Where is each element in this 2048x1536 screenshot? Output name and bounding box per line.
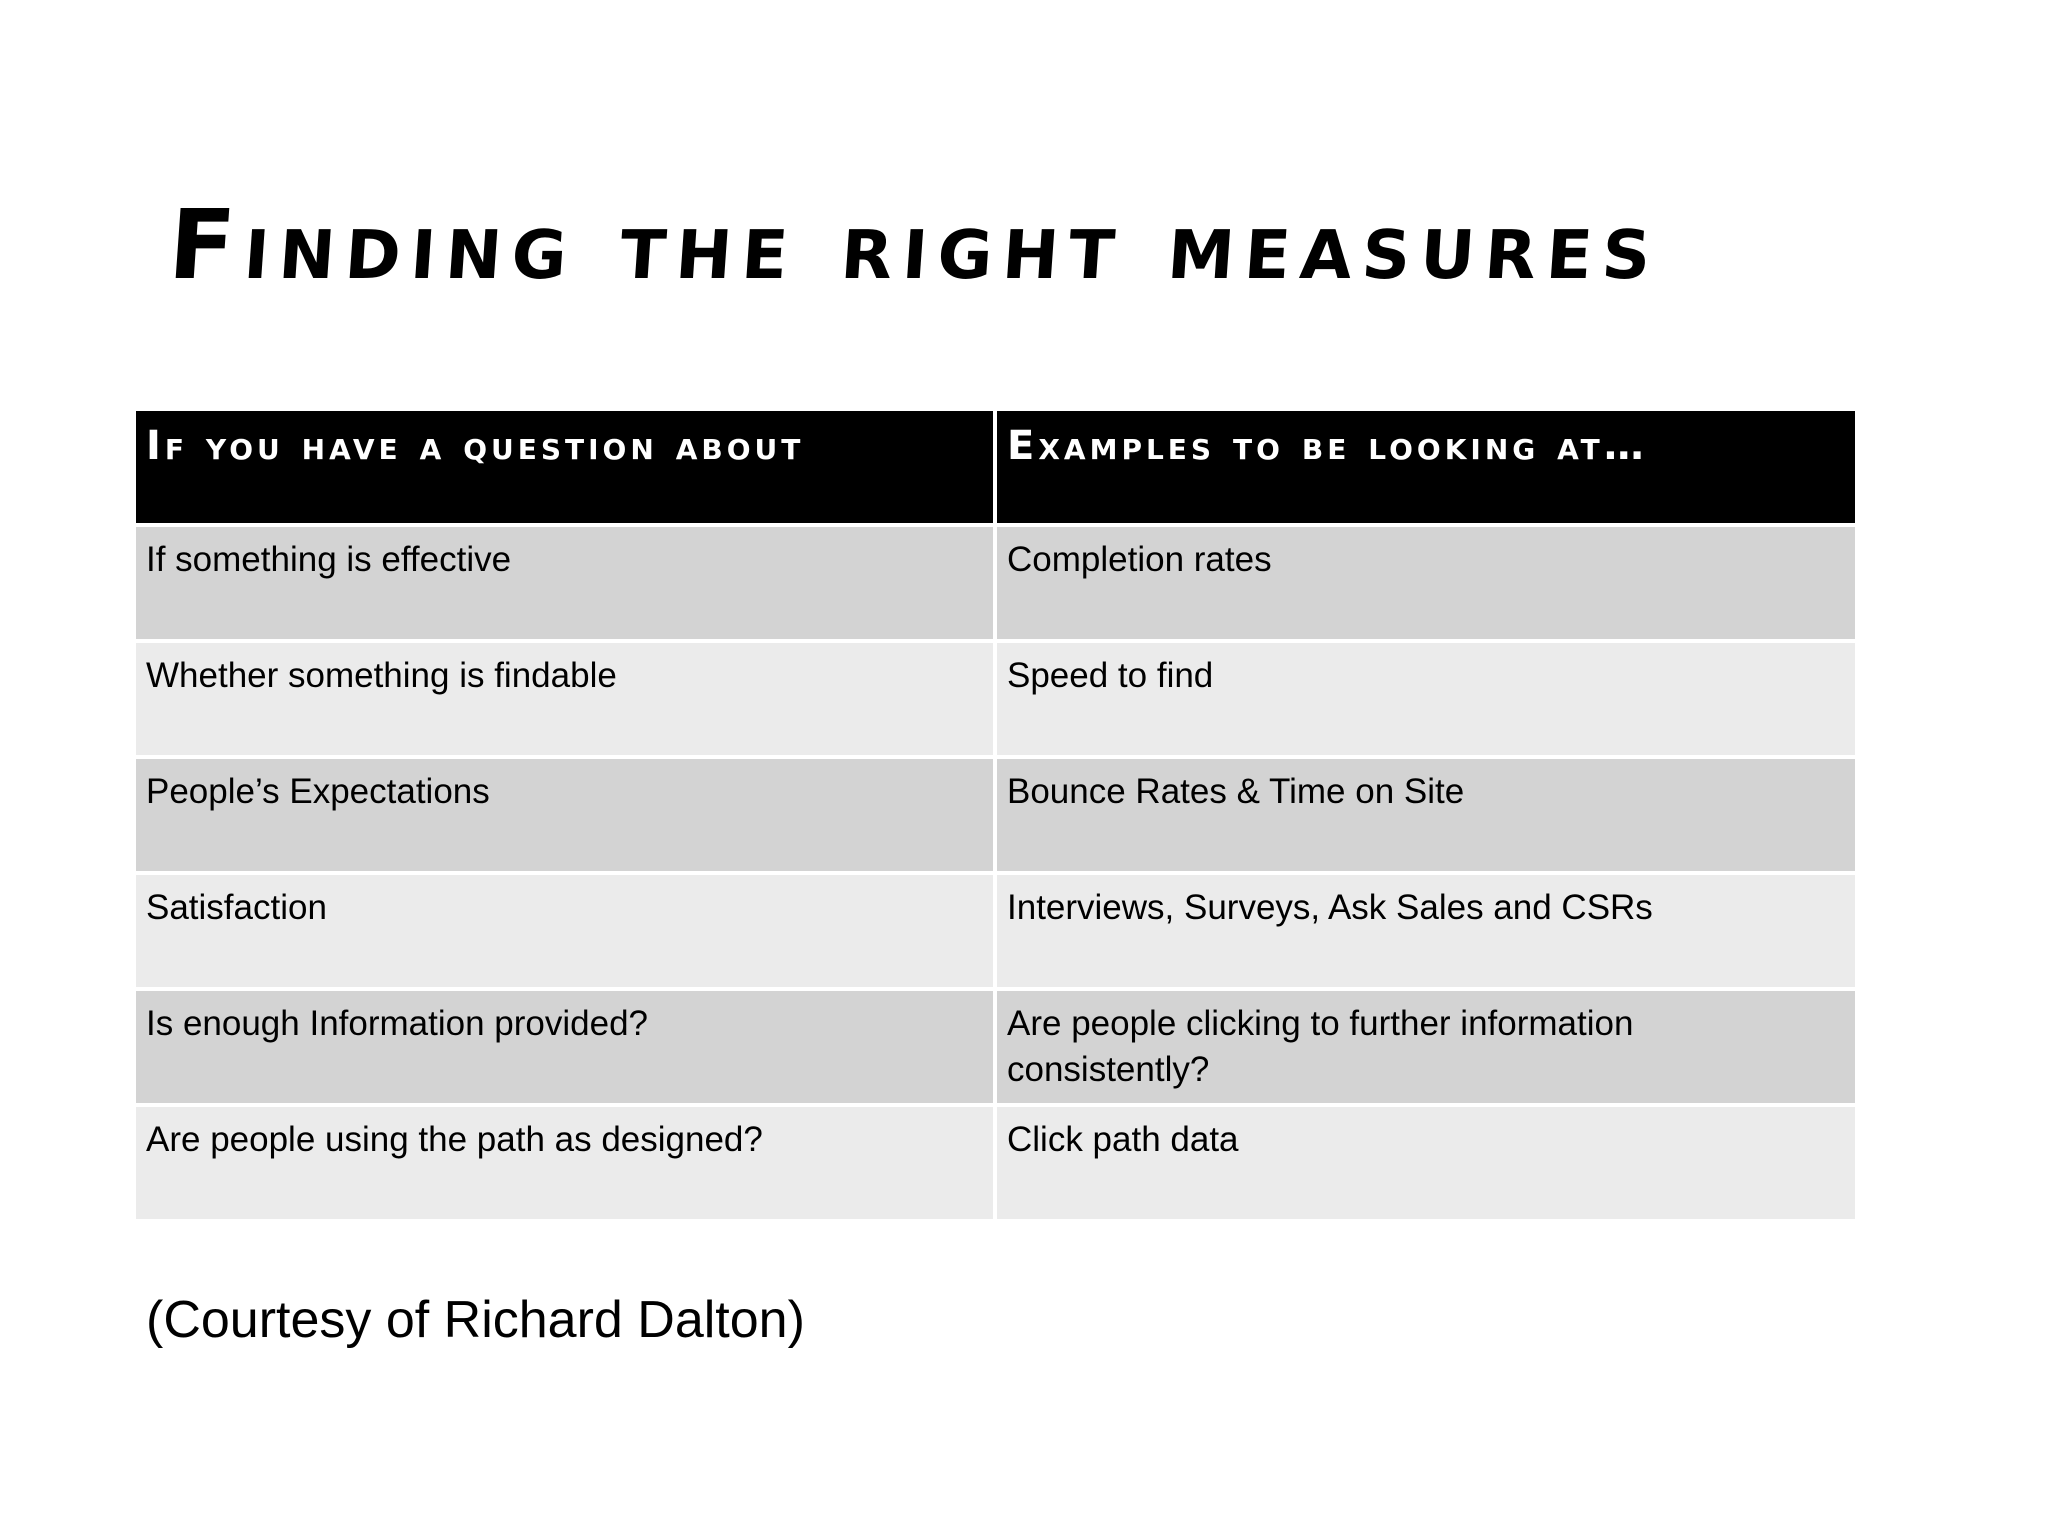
- example-cell: Are people clicking to further information consistently?: [997, 991, 1855, 1103]
- slide-title: Finding the right measures: [165, 189, 1665, 301]
- question-cell: Whether something is findable: [136, 643, 993, 755]
- example-cell: Click path data: [997, 1107, 1855, 1219]
- example-cell: Interviews, Surveys, Ask Sales and CSRs: [997, 875, 1855, 987]
- example-cell: Completion rates: [997, 527, 1855, 639]
- header-question: If you have a question about: [136, 411, 993, 523]
- credit-line: (Courtesy of Richard Dalton): [146, 1291, 805, 1349]
- header-examples: Examples to be looking at…: [997, 411, 1855, 523]
- measures-table: [136, 411, 1857, 1219]
- example-cell: Speed to find: [997, 643, 1855, 755]
- question-cell: Are people using the path as designed?: [136, 1107, 993, 1219]
- question-cell: Is enough Information provided?: [136, 991, 993, 1103]
- question-cell: People’s Expectations: [136, 759, 993, 871]
- question-cell: Satisfaction: [136, 875, 993, 987]
- question-cell: If something is effective: [136, 527, 993, 639]
- example-cell: Bounce Rates & Time on Site: [997, 759, 1855, 871]
